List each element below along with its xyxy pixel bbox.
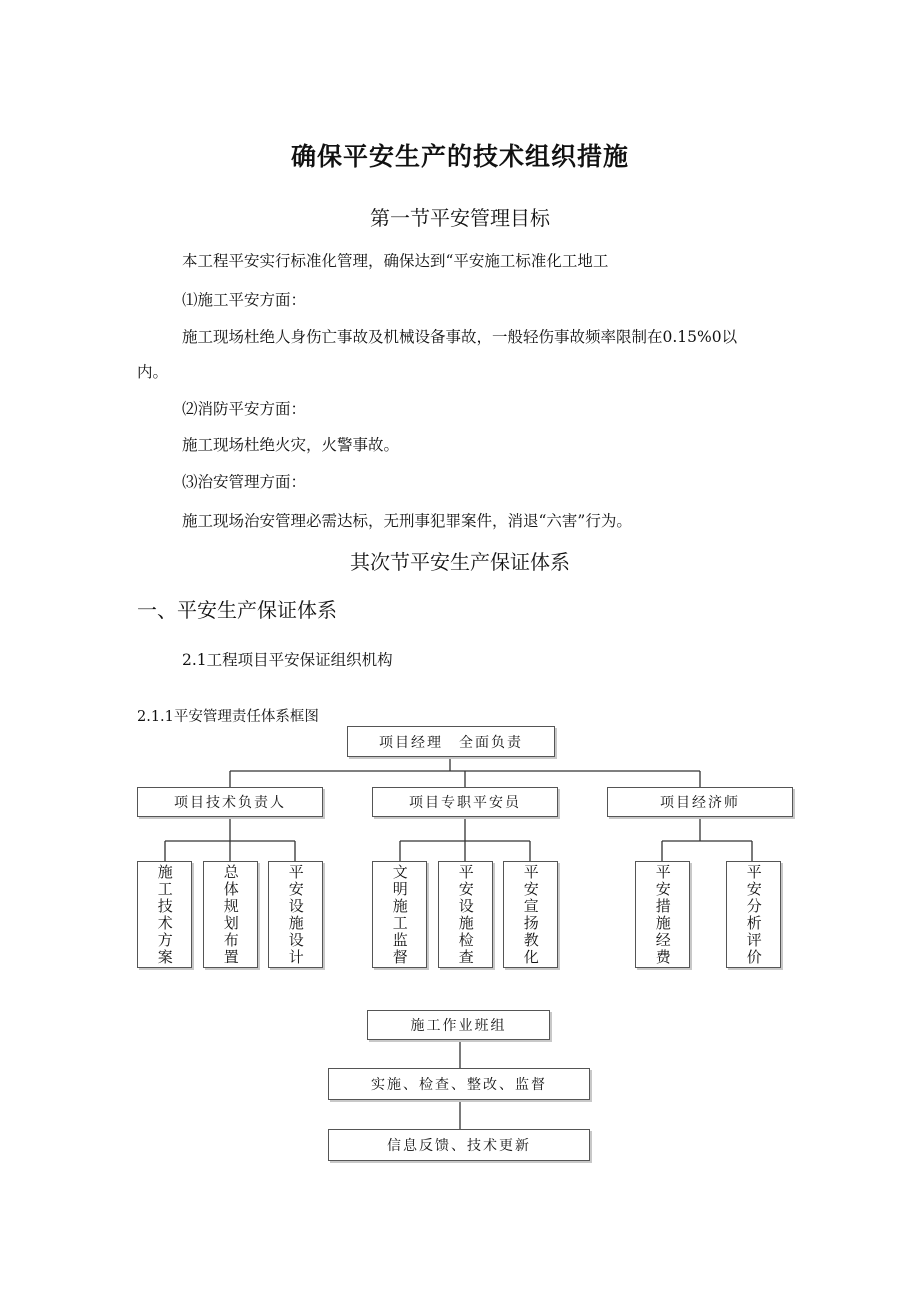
org-mid-box-safety-officer	[372, 787, 558, 817]
flow-box-feedback	[328, 1129, 590, 1161]
item2-label: ⑵消防平安方面：	[182, 400, 307, 418]
org-mid-label: 项目技术负责人	[174, 795, 286, 811]
org-leaf-box	[137, 861, 192, 968]
org-leaf-box	[268, 861, 323, 968]
item2-text: 施工现场杜绝火灾，火警事故。	[182, 436, 400, 454]
org-leaf-label: 平安宣扬教化	[521, 863, 540, 966]
org-leaf-label: 平安分析评价	[744, 863, 763, 966]
document-title: 确保平安生产的技术组织措施	[290, 142, 629, 171]
org-leaf-label: 总体规划布置	[221, 863, 240, 966]
section1-heading: 第一节平安管理目标	[370, 206, 550, 230]
subsection-2-1-1: 2.1.1平安管理责任体系框图	[137, 709, 319, 725]
org-mid-label: 项目经济师	[660, 795, 740, 811]
flow-label: 信息反馈、技术更新	[387, 1138, 531, 1154]
org-leaf-box	[635, 861, 690, 968]
item3-label: ⑶治安管理方面：	[182, 473, 307, 491]
item1-label: ⑴施工平安方面：	[182, 291, 307, 309]
flow-box-work-team	[367, 1010, 550, 1040]
intro-paragraph: 本工程平安实行标准化管理，确保达到“平安施工标准化工地工	[182, 252, 609, 270]
flow-box-implement	[328, 1068, 590, 1100]
flow-label: 施工作业班组	[410, 1018, 507, 1034]
item1-text-continued: 内。	[137, 363, 169, 381]
org-leaf-box	[438, 861, 493, 968]
org-leaf-box	[726, 861, 781, 968]
org-mid-label: 项目专职平安员	[409, 795, 521, 811]
subsection-heading: 一、平安生产保证体系	[137, 598, 337, 622]
org-top-label: 项目经理 全面负责	[379, 734, 523, 751]
org-leaf-label: 文明施工监督	[390, 863, 409, 966]
item1-text: 施工现场杜绝人身伤亡事故及机械设备事故，一般轻伤事故频率限制在0.15%0以	[182, 328, 738, 346]
section2-heading: 其次节平安生产保证体系	[350, 550, 570, 574]
org-leaf-label: 施工技术方案	[155, 863, 174, 966]
flow-label: 实施、检查、整改、监督	[371, 1077, 547, 1093]
org-leaf-box	[203, 861, 258, 968]
subsection-2-1: 2.1工程项目平安保证组织机构	[182, 651, 393, 669]
item3-text: 施工现场治安管理必需达标，无刑事犯罪案件，消退“六害”行为。	[182, 512, 632, 530]
org-leaf-box	[503, 861, 558, 968]
org-leaf-label: 平安设施检查	[456, 863, 475, 966]
org-leaf-label: 平安设施设计	[286, 863, 305, 966]
org-leaf-label: 平安措施经费	[653, 863, 672, 966]
org-leaf-box	[372, 861, 427, 968]
org-mid-box-economist	[607, 787, 793, 817]
org-mid-box-tech-lead	[137, 787, 323, 817]
org-top-box	[347, 726, 555, 757]
